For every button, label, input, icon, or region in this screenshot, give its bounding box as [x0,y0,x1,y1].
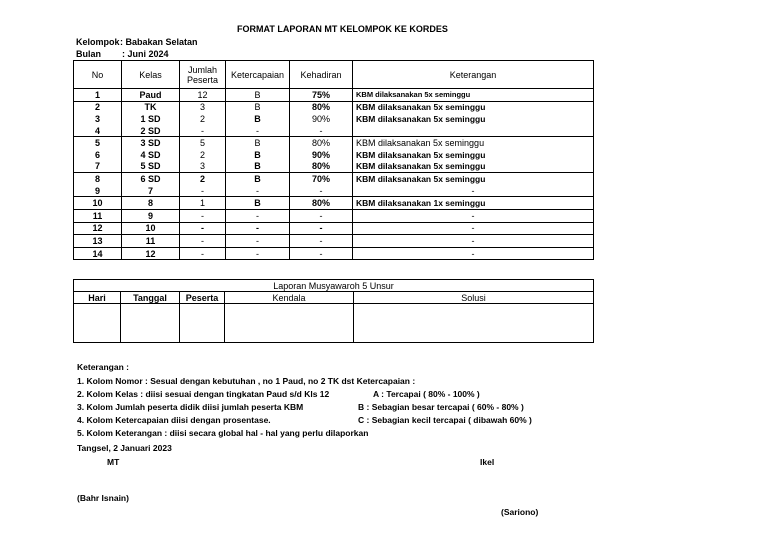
cell-no: 13 [74,235,122,248]
table-row [74,149,594,161]
cell-no: 4 [74,125,122,137]
cell-kehadiran: 80% [290,197,353,210]
cell-peserta: 2 [180,149,226,161]
cell-kelas: 5 SD [122,161,180,173]
table-row [74,173,594,185]
table-row [74,137,594,149]
cell-keterangan: - [353,185,594,197]
musyawarah-cell-solusi [354,304,594,343]
cell-no: 10 [74,197,122,210]
cell-peserta: 12 [180,89,226,102]
cell-ketercapaian: B [226,197,290,210]
laporan-table [73,60,594,260]
cell-kehadiran: - [290,125,353,137]
musyawarah-title: Laporan Musyawaroh 5 Unsur [74,280,594,292]
note-3: 3. Kolom Jumlah peserta didik diisi jumlah peserta KBM [77,402,304,412]
musyawarah-cell-hari [74,304,121,343]
cell-ketercapaian: B [226,101,290,113]
note-criteria-c: C : Sebagian kecil tercapai ( dibawah 60% ) [358,415,532,425]
cell-peserta: - [180,222,226,235]
page-title: FORMAT LAPORAN MT KELOMPOK KE KORDES [237,24,448,34]
cell-ketercapaian: B [226,89,290,102]
cell-no: 14 [74,247,122,260]
cell-ketercapaian: - [226,209,290,222]
kelompok-label: Kelompok [76,37,120,47]
cell-keterangan: KBM dilaksanakan 5x seminggu [353,149,594,161]
cell-kelas: 12 [122,247,180,260]
musyawarah-header-peserta: Peserta [180,292,225,304]
cell-keterangan: KBM dilaksanakan 1x seminggu [353,197,594,210]
cell-kehadiran: 80% [290,137,353,149]
cell-kelas: 2 SD [122,125,180,137]
cell-kehadiran: 90% [290,113,353,125]
header-no: No [74,61,122,89]
musyawarah-cell-tanggal [121,304,180,343]
note-1: 1. Kolom Nomor : Sesual dengan kebutuhan , no 1 Paud, no 2 TK dst Ketercapaian : [77,376,416,386]
cell-keterangan: KBM dilaksanakan 5x seminggu [353,113,594,125]
notes-heading: Keterangan : [77,362,129,372]
table-row [74,209,594,222]
table-row [74,125,594,137]
header-kehadiran: Kehadiran [290,61,353,89]
cell-kehadiran: 70% [290,173,353,185]
bulan-value: : Juni 2024 [122,49,169,59]
table-row [74,222,594,235]
cell-keterangan: - [353,235,594,248]
cell-keterangan: KBM dilaksanakan 5x seminggu [353,161,594,173]
cell-keterangan [353,125,594,137]
signature-right-role: Ikel [480,457,495,467]
cell-peserta: 3 [180,161,226,173]
signature-left-name: (Bahr Isnain) [77,493,129,503]
table-row [74,113,594,125]
note-5: 5. Kolom Keterangan : diisi secara global hal - hal yang perlu dilaporkan [77,428,369,438]
cell-no: 3 [74,113,122,125]
cell-kelas: TK [122,101,180,113]
cell-keterangan: - [353,247,594,260]
cell-no: 8 [74,173,122,185]
bulan-label: Bulan [76,49,102,59]
cell-kelas: 1 SD [122,113,180,125]
header-ketercapaian: Ketercapaian [226,61,290,89]
cell-keterangan: KBM dilaksanakan 5x seminggu [353,137,594,149]
table-row [74,247,594,260]
cell-kehadiran: - [290,185,353,197]
cell-kehadiran: - [290,235,353,248]
cell-peserta: 5 [180,137,226,149]
cell-kelas: 11 [122,235,180,248]
cell-no: 1 [74,89,122,102]
cell-keterangan: - [353,222,594,235]
header-kelas: Kelas [122,61,180,89]
cell-no: 12 [74,222,122,235]
cell-ketercapaian: B [226,113,290,125]
cell-peserta: - [180,235,226,248]
cell-ketercapaian: - [226,235,290,248]
signature-left-role: MT [107,457,120,467]
header-jumlah-line1: Jumlah [187,64,217,75]
cell-peserta: 1 [180,197,226,210]
note-4: 4. Kolom Ketercapaian diisi dengan prosentase. [77,415,271,425]
cell-peserta: 3 [180,101,226,113]
cell-kehadiran: 80% [290,101,353,113]
cell-no: 9 [74,185,122,197]
cell-no: 6 [74,149,122,161]
musyawarah-header-hari: Hari [74,292,121,304]
table-row [74,185,594,197]
cell-kehadiran: 80% [290,161,353,173]
musyawarah-header-kendala: Kendala [225,292,354,304]
cell-ketercapaian: - [226,185,290,197]
cell-kelas: Paud [122,89,180,102]
note-2: 2. Kolom Kelas : diisi sesuai dengan tingkatan Paud s/d Kls 12 [77,389,330,399]
cell-ketercapaian: B [226,161,290,173]
note-criteria-a: A : Tercapai ( 80% - 100% ) [373,389,480,399]
cell-peserta: - [180,247,226,260]
table-row [74,89,594,102]
cell-kehadiran: - [290,247,353,260]
cell-no: 5 [74,137,122,149]
cell-peserta: 2 [180,113,226,125]
cell-kelas: 6 SD [122,173,180,185]
header-jumlah-line2: Peserta [186,74,219,85]
cell-kelas: 9 [122,209,180,222]
cell-kehadiran: 90% [290,149,353,161]
cell-peserta: 2 [180,173,226,185]
cell-kelas: 10 [122,222,180,235]
cell-keterangan: - [353,209,594,222]
cell-ketercapaian: B [226,137,290,149]
musyawarah-header-solusi: Solusi [354,292,594,304]
musyawarah-cell-peserta [180,304,225,343]
table-row [74,101,594,113]
cell-peserta: - [180,185,226,197]
signature-right-name: (Sariono) [501,507,539,517]
cell-no: 11 [74,209,122,222]
table-row [74,235,594,248]
table-row [74,197,594,210]
cell-peserta: - [180,125,226,137]
musyawarah-header-tanggal: Tanggal [121,292,180,304]
musyawarah-table [73,279,594,343]
cell-no: 2 [74,101,122,113]
cell-ketercapaian: B [226,173,290,185]
signature-place-date: Tangsel, 2 Januari 2023 [77,443,172,453]
header-keterangan: Keterangan [353,61,594,89]
cell-kelas: 7 [122,185,180,197]
note-criteria-b: B : Sebagian besar tercapai ( 60% - 80% ) [358,402,524,412]
cell-keterangan: KBM dilaksanakan 5x seminggu [353,101,594,113]
cell-kelas: 3 SD [122,137,180,149]
cell-kelas: 4 SD [122,149,180,161]
cell-ketercapaian: - [226,125,290,137]
cell-kehadiran: - [290,209,353,222]
cell-peserta: - [180,209,226,222]
cell-no: 7 [74,161,122,173]
cell-ketercapaian: B [226,149,290,161]
cell-kehadiran: 75% [290,89,353,102]
cell-kehadiran: - [290,222,353,235]
cell-kelas: 8 [122,197,180,210]
cell-keterangan: KBM dilaksanakan 5x seminggu [353,173,594,185]
cell-ketercapaian: - [226,247,290,260]
header-jumlah-peserta [180,61,226,89]
cell-keterangan: KBM dilaksanakan 5x seminggu [353,89,594,102]
table-row [74,161,594,173]
cell-ketercapaian: - [226,222,290,235]
kelompok-value: : Babakan Selatan [120,37,198,47]
musyawarah-cell-kendala [225,304,354,343]
